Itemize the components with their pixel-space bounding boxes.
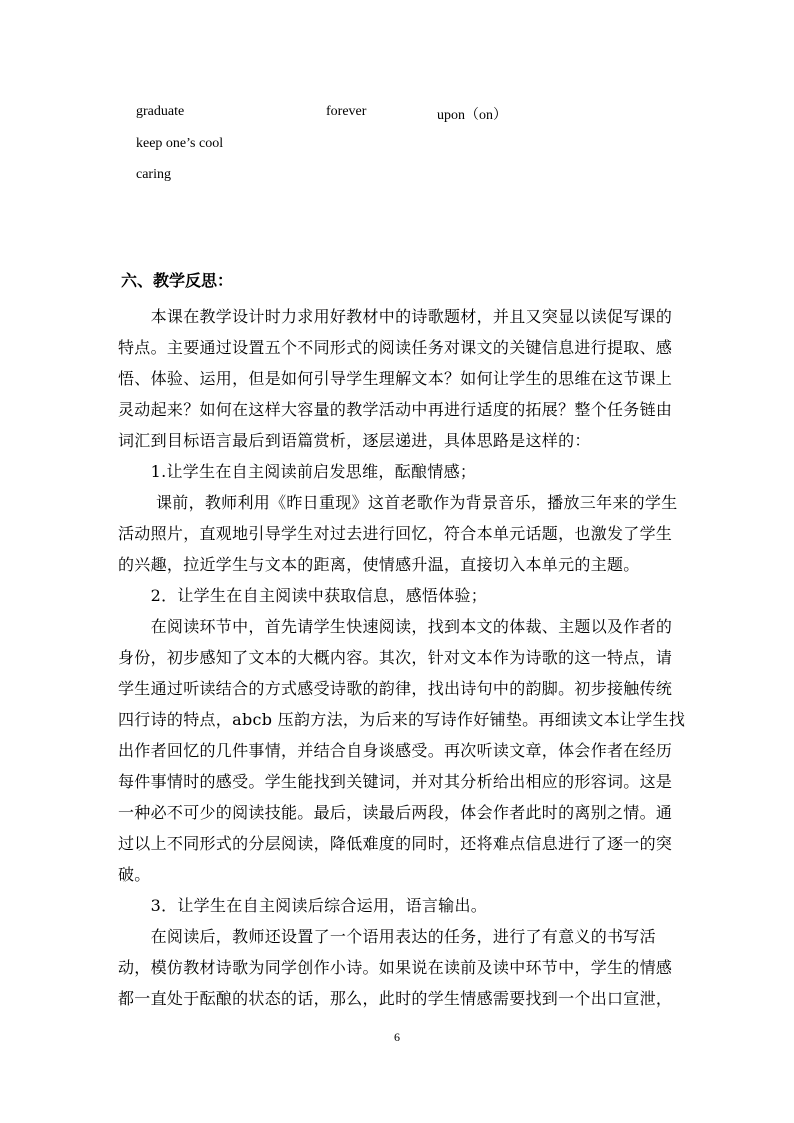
text-line: 活动照片，直观地引导学生对过去进行回忆，符合本单元话题，也激发了学生 [118, 524, 673, 543]
text-line: 学生通过听读结合的方式感受诗歌的韵律，找出诗句中的韵脚。初步接触传统 [118, 679, 673, 698]
text-line: 本课在教学设计时力求用好教材中的诗歌题材，并且又突显以读促写课的 [118, 307, 673, 326]
vocab-word: keep one’s cool [136, 136, 224, 151]
text-line: 3．让学生在自主阅读后综合运用，语言输出。 [118, 896, 488, 915]
text-line: 灵动起来？如何在这样大容量的教学活动中再进行适度的拓展？整个任务链由 [118, 400, 673, 419]
text-line: 过以上不同形式的分层阅读，降低难度的同时，还将难点信息进行了逐一的突 [118, 834, 673, 853]
text-line: 一种必不可少的阅读技能。最后，读最后两段，体会作者此时的离别之情。通 [118, 803, 673, 822]
text-line: 每件事情时的感受。学生能找到关键词，并对其分析给出相应的形容词。这是 [118, 772, 673, 791]
section-heading: 六、教学反思： [121, 271, 234, 290]
text-line: 身份，初步感知了文本的大概内容。其次，针对文本作为诗歌的这一特点，请 [118, 648, 673, 667]
text-line: 动，模仿教材诗歌为同学创作小诗。如果说在读前及读中环节中，学生的情感 [118, 958, 673, 977]
text-line: 词汇到目标语言最后到语篇赏析，逐层递进，具体思路是这样的： [118, 431, 591, 450]
text-line: 2．让学生在自主阅读中获取信息，感悟体验； [118, 586, 488, 605]
vocab-word: caring [136, 167, 171, 182]
text-line: 在阅读环节中，首先请学生快速阅读，找到本文的体裁、主题以及作者的 [118, 617, 673, 636]
text-line: 的兴趣，拉近学生与文本的距离，使情感升温，直接切入本单元的主题。 [118, 555, 640, 574]
text-line: 悟、体验、运用，但是如何引导学生理解文本？如何让学生的思维在这节课上 [118, 369, 673, 388]
text-line: 都一直处于酝酿的状态的话，那么，此时的学生情感需要找到一个出口宣泄， [118, 989, 673, 1008]
text-line: 破。 [118, 865, 151, 884]
text-line: 特点。主要通过设置五个不同形式的阅读任务对课文的关键信息进行提取、感 [118, 338, 673, 357]
vocab-word: forever [326, 104, 367, 119]
page-number: 6 [394, 1030, 400, 1044]
vocab-word: upon（on） [437, 108, 507, 123]
vocab-word: graduate [136, 104, 185, 119]
text-line: 在阅读后，教师还设置了一个语用表达的任务，进行了有意义的书写活 [118, 927, 656, 946]
text-line: 出作者回忆的几件事情，并结合自身谈感受。再次听读文章，体会作者在经历 [118, 741, 673, 760]
text-line: 1.让学生在自主阅读前启发思维，酝酿情感； [118, 462, 477, 481]
text-line: 课前，教师利用《昨日重现》这首老歌作为背景音乐，播放三年来的学生 [118, 493, 678, 512]
text-line: 四行诗的特点，abcb 压韵方法，为后来的写诗作好铺垫。再细读文本让学生找 [118, 710, 686, 729]
